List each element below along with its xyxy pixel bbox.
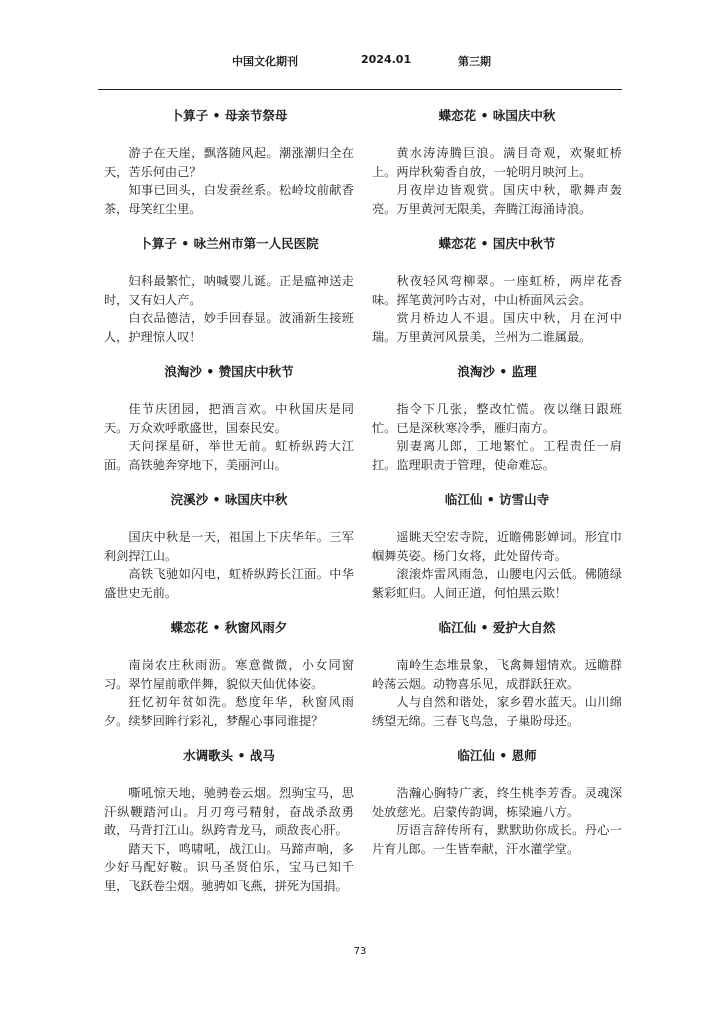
poem-body [104, 144, 354, 230]
stanza: 佳节庆团园，把酒言欢。中秋国庆是同天。万众欢呼歌盛世，国泰民安。 [104, 402, 354, 435]
poem [372, 230, 622, 358]
poem [372, 614, 622, 742]
poem-title: 浣溪沙 • 咏国庆中秋 [170, 492, 288, 507]
poem-title: 蝶恋花 • 秋窗风雨夕 [170, 620, 288, 635]
poem [372, 486, 622, 614]
poem-title: 浪淘沙 • 监理 [457, 364, 537, 379]
stanza: 国庆中秋是一天，祖国上下庆华年。三军利剑捍江山。 [104, 530, 354, 563]
stanza: 黄水涛涛腾巨浪。满目奇观，欢聚虹桥上。两岸秋菊香自放，一轮明月映河上。 [372, 146, 622, 179]
stanza: 嘶吼惊天地，驰骋卷云烟。烈驹宝马，思汗纵鞭踏河山。月刃弯弓精射，奋战杀敌勇敢，马背打江山。纵跨青龙马，顽敌丧心肝。 [104, 786, 354, 837]
stanza: 天问探星研，举世无前。虹桥纵跨大江面。高铁驰奔穿地下，美丽河山。 [104, 439, 354, 472]
stanza: 指令下几张，整改忙慌。夜以继日跟班忙。已是深秋寒冷季，雁归南方。 [372, 402, 622, 435]
stanza: 滚滚炸雷风雨急，山腰电闪云低。佛随绿紫彩虹归。人间正道，何怕黑云欺！ [372, 567, 622, 600]
poem-body [372, 784, 622, 870]
poem [104, 742, 354, 906]
stanza: 白衣品德洁，妙手回春显。波涌新生接班人，护理惊人叹！ [104, 311, 354, 344]
page-number: 73 [353, 946, 367, 957]
poem [104, 230, 354, 358]
poem-title: 卜算子 • 咏兰州市第一人民医院 [139, 236, 319, 251]
journal-name: 中国文化期刊 [232, 55, 298, 68]
poem-title: 临江仙 • 爱护大自然 [438, 620, 556, 635]
stanza: 南岗农庄秋雨沥。寒意微微，小女同窗习。翠竹屋前歌伴舞，貌似天仙优体姿。 [104, 658, 354, 691]
header-rule [98, 89, 622, 90]
stanza: 南岭生态堆景象，飞禽舞翅情欢。远瞻群岭荡云烟。动物喜乐见，成群跃狂欢。 [372, 658, 622, 691]
poem-body [104, 272, 354, 358]
poem-body [104, 656, 354, 742]
poem [104, 614, 354, 742]
poem-body [372, 144, 622, 230]
poem-title: 临江仙 • 恩师 [457, 748, 537, 763]
poem-body [104, 528, 354, 614]
stanza: 赏月桥边人不退。国庆中秋，月在河中瑞。万里黄河风景美，兰州为二谁属最。 [372, 311, 622, 344]
stanza: 秋夜轻风弯柳翠。一座虹桥，两岸花香味。挥笔黄河吟古对，中山桥面风云会。 [372, 274, 622, 307]
poem-body [372, 656, 622, 742]
poem [372, 102, 622, 230]
stanza: 月夜岸边皆观赏。国庆中秋，歌舞声轰亮。万里黄河无限美，奔腾江海涌诗浪。 [372, 183, 622, 216]
poem-body [104, 784, 354, 906]
stanza: 别妻离儿郎，工地繁忙。工程责任一肩扛。监理职责于管理，使命难忘。 [372, 439, 622, 472]
stanza: 知事已回头，白发蚕丝系。松岭坟前献香茶，母笑红尘里。 [104, 183, 354, 216]
stanza: 浩瀚心胸特广袤，终生桃李芳香。灵魂深处放慈光。启蒙传韵调，栋梁遍八方。 [372, 786, 622, 819]
poem-title: 水调歌头 • 战马 [183, 748, 275, 763]
issue-number: 第三期 [458, 55, 491, 68]
stanza: 妇科最繁忙，呐喊婴儿诞。正是瘟神送走时，又有妇人产。 [104, 274, 354, 307]
poem-title: 卜算子 • 母亲节祭母 [170, 108, 288, 123]
stanza: 游子在天崖，飘落随风起。潮涨潮归全在天，苦乐何由己？ [104, 146, 354, 179]
issue-date: 2024.01 [361, 53, 412, 66]
poem [372, 358, 622, 486]
right-column [372, 102, 622, 870]
stanza: 狂忆初年贫如洗。愁度年华，秋窗风雨夕。续梦回眸行彩礼，梦醒心事同谁提？ [104, 695, 354, 728]
poem-title: 蝶恋花 • 咏国庆中秋 [438, 108, 556, 123]
poem [104, 486, 354, 614]
stanza: 遥眺天空宏寺院，近瞻佛影婵词。形宜巾帼舞英姿。杨门女将，此处留传奇。 [372, 530, 622, 563]
poem-title: 浪淘沙 • 赞国庆中秋节 [164, 364, 294, 379]
stanza: 高铁飞驰如闪电，虹桥纵跨长江面。中华盛世史无前。 [104, 567, 354, 600]
poem [372, 742, 622, 870]
poem [104, 102, 354, 230]
stanza: 厉语言辞传所有，默默助你成长。丹心一片育儿郎。一生皆奉献，汗水灌学堂。 [372, 823, 622, 856]
left-column [104, 102, 354, 906]
poem-body [372, 528, 622, 614]
poem-body [104, 400, 354, 486]
poem-body [372, 400, 622, 486]
poem [104, 358, 354, 486]
stanza: 踏天下，鸣啸吼，战江山。马蹄声响，多少好马配好鞍。识马圣贤伯乐，宝马已知千里，飞跃卷尘烟。驰骋如飞燕，拼死为国捐。 [104, 841, 354, 893]
poem-title: 临江仙 • 访雪山寺 [444, 492, 550, 507]
running-header [0, 50, 720, 70]
poem-title: 蝶恋花 • 国庆中秋节 [438, 236, 556, 251]
stanza: 人与自然和谐处，家乡碧水蓝天。山川绵绣望无绵。三春飞鸟急，子巢盼母还。 [372, 695, 622, 728]
poem-body [372, 272, 622, 358]
